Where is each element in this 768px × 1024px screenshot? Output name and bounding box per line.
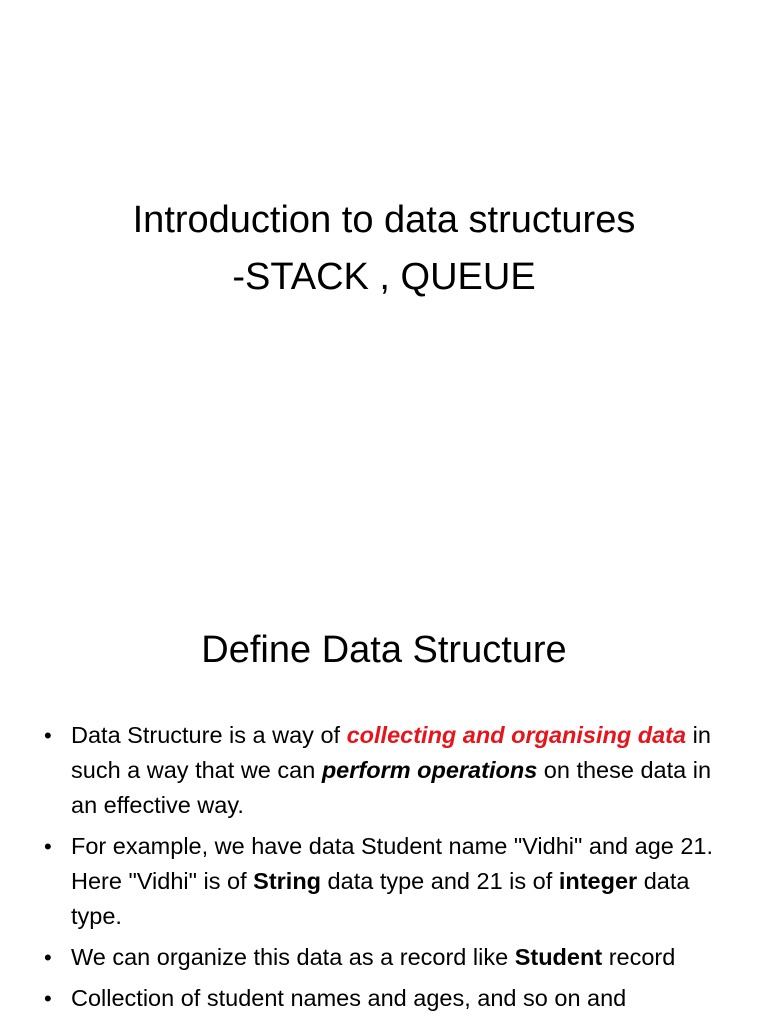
- bullet-dot: •: [44, 945, 52, 970]
- bullet-dot: •: [44, 723, 52, 748]
- list-item: [42, 718, 722, 823]
- bullet-dot: •: [44, 834, 52, 859]
- bold-term: Student: [514, 944, 603, 970]
- bullet-dot: •: [44, 986, 52, 1011]
- slide-title: [0, 192, 768, 306]
- bullet-text: For example, we have data Student name "Vidhi" and age 21. Here "Vidhi" is of: [71, 833, 714, 894]
- slide-heading: Define Data Structure: [201, 629, 567, 671]
- slide-title-line-2: -STACK , QUEUE: [232, 256, 536, 298]
- list-item: [42, 940, 722, 975]
- bullet-text: We can organize this data as a record like: [71, 944, 515, 970]
- bold-term: integer: [558, 868, 638, 894]
- highlighted-phrase: collecting and organising data: [346, 722, 687, 748]
- slide-title-line-1: Introduction to data structures: [132, 199, 636, 241]
- emphasized-phrase: perform operations: [321, 757, 538, 783]
- bullet-text: Collection of student names and ages, and so on and: [71, 985, 627, 1011]
- bullet-text: in such a way that we can: [71, 722, 711, 783]
- list-item: [42, 981, 722, 1016]
- bullet-text: data type and 21 is of: [321, 868, 559, 894]
- bullet-text: record: [602, 944, 676, 970]
- definition-slide: [0, 576, 768, 1024]
- list-item: [42, 829, 722, 934]
- bullet-list: [42, 718, 722, 1022]
- bullet-text: Data Structure is a way of: [71, 722, 347, 748]
- bullet-text: on these data in an effective way.: [71, 757, 712, 818]
- bold-term: String: [253, 868, 322, 894]
- bullet-text: data type.: [71, 868, 690, 929]
